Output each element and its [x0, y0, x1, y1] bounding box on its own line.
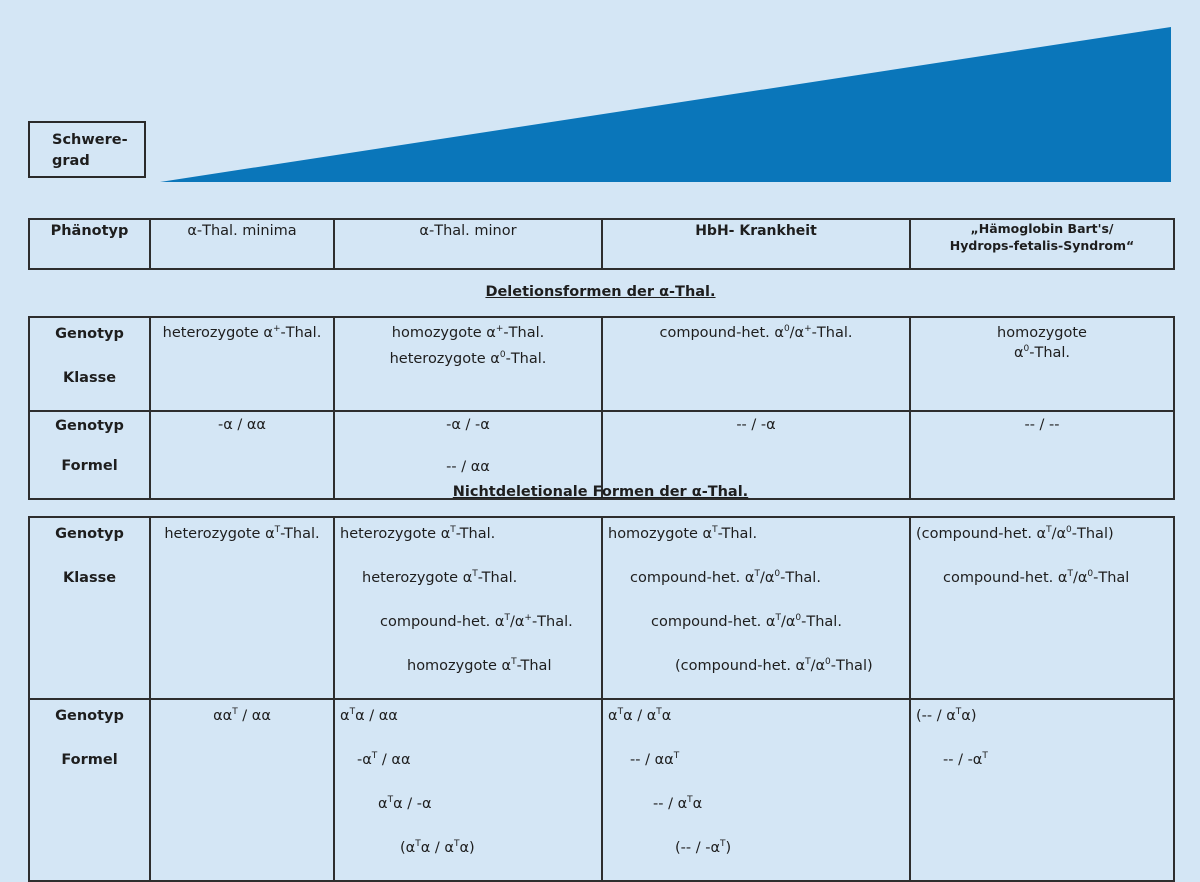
deletional-table	[28, 316, 1175, 500]
nondeletional-section-title: Nichtdeletionale Formen der α-Thal.	[452, 484, 749, 500]
nondeletional-klasse-hbh: homozygote $\alpha^T$-Thal. compound-het. $\alpha^T/\alpha^0$-Thal. compound-het. $\alpha^T/\alpha^0$-Thal. (compound-het. $\alpha^T/\alpha^0-Thal$)	[602, 517, 910, 699]
deletional-klasse-row	[29, 317, 1174, 411]
deletional-klasse-bart: homozygote $\alpha^0$-Thal.	[910, 317, 1174, 411]
phenotype-bart	[910, 219, 1174, 269]
severity-label-line1: Schwere-	[52, 132, 128, 148]
deletional-formel-bart: -- / --	[910, 411, 1174, 499]
deletional-klasse-minor: homozygote α+-Thal. heterozygote $\alpha^0$-Thal.	[334, 317, 602, 411]
nondeletional-table	[28, 516, 1175, 882]
nondeletional-klasse-minima: heterozygote $\alpha^T$-Thal.	[150, 517, 334, 699]
nondeletional-formel-minima: $\alpha\alpha^T$ / αα	[150, 699, 334, 881]
nondeletional-formel-hbh: $\alpha^T\alpha / \alpha^T\alpha$ -- / $\alpha\alpha^T$ -- / $\alpha^T\alpha$ (-- / $-\alpha^T$)	[602, 699, 910, 881]
nondeletional-formel-minor: $\alpha^T\alpha$ / αα $-\alpha^T$ / αα $\alpha^T\alpha / -\alpha$ $(\alpha^T\alpha / \alpha^T\alpha)$	[334, 699, 602, 881]
deletional-klasse-hbh: compound-het. $\alpha^0/\alpha^+$-Thal.	[602, 317, 910, 411]
nondeletional-formel-row	[29, 699, 1174, 881]
deletional-formel-minor: -α / -α -- / αα	[334, 411, 602, 499]
phenotype-header-table	[28, 218, 1175, 270]
nondeletional-klasse-bart: (compound-het. $\alpha^T/\alpha^0-Thal$) compound-het. $\alpha^T/\alpha^0$-Thal	[910, 517, 1174, 699]
deletional-formel-label: Genotyp Formel	[29, 411, 150, 499]
phenotype-bart-line2: Hydrops-fetalis-Syndrom“	[949, 238, 1135, 253]
nondeletional-formel-bart: (-- / $\alpha^T\alpha$) -- / $-\alpha^T$	[910, 699, 1174, 881]
nondeletional-klasse-label: Genotyp Klasse	[29, 517, 150, 699]
phenotype-bart-line1: „Hämoglobin Bart's/	[970, 221, 1114, 236]
severity-wedge-icon	[0, 0, 1200, 200]
phenotype-minima: α-Thal. minima	[150, 219, 334, 269]
nondeletional-klasse-row	[29, 517, 1174, 699]
phenotype-hbh: HbH- Krankheit	[602, 219, 910, 269]
phenotype-minor: α-Thal. minor	[334, 219, 602, 269]
nondeletional-formel-label: Genotyp Formel	[29, 699, 150, 881]
phenotype-label: Phänotyp	[29, 219, 150, 269]
nondeletional-klasse-minor: heterozygote $\alpha^T$-Thal. heterozygote $\alpha^T$-Thal. compound-het. $\alpha^T/\alpha^+$-Thal. homozygote $\alpha^T$-Thal	[334, 517, 602, 699]
phenotype-row	[29, 219, 1174, 269]
deletional-klasse-label: Genotyp Klasse	[29, 317, 150, 411]
deletional-section-title: Deletionsformen der α-Thal.	[485, 284, 716, 300]
deletional-formel-minima: -α / αα	[150, 411, 334, 499]
severity-label-line2: grad	[52, 153, 90, 169]
deletional-klasse-minima: heterozygote α+-Thal.	[150, 317, 334, 411]
deletional-formel-hbh: -- / -α	[602, 411, 910, 499]
